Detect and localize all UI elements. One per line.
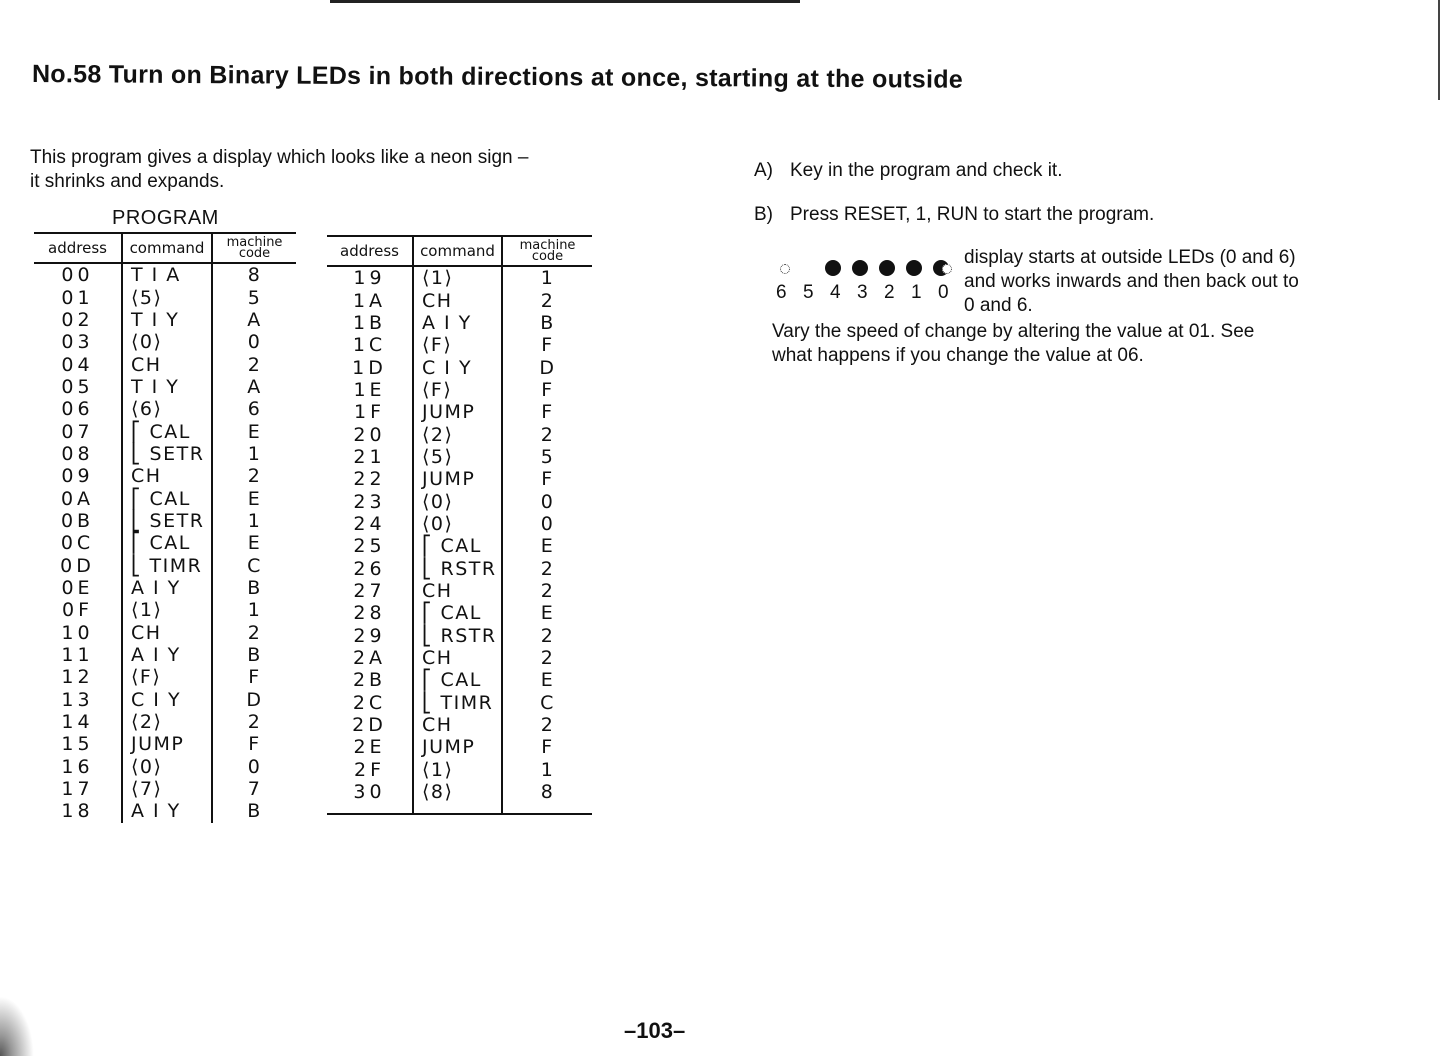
address-cell: 28 — [353, 602, 386, 625]
table-row — [327, 625, 592, 647]
table-row — [327, 312, 592, 334]
table-row — [327, 736, 592, 758]
machine-code-cell: B — [212, 577, 296, 599]
command-cell: ⟨6⟩ — [122, 398, 212, 420]
table-row — [34, 666, 296, 688]
machine-code-cell: 2 — [502, 557, 592, 579]
machine-code-cell: 2 — [212, 622, 296, 644]
machine-code-cell: D — [212, 689, 296, 711]
table-row — [327, 356, 592, 378]
table-row — [34, 376, 296, 398]
address-cell: 1E — [353, 378, 386, 401]
address-cell: 13 — [61, 688, 94, 711]
address-cell: 2B — [352, 669, 387, 692]
table-row — [34, 644, 296, 666]
scan-artifact-corner — [0, 996, 34, 1056]
address-cell: 16 — [61, 755, 94, 778]
column-header-address: address — [34, 233, 122, 263]
machine-code-cell: 1 — [212, 443, 296, 465]
command-cell: A I Y — [122, 800, 212, 822]
machine-code-cell: F — [502, 401, 592, 423]
address-cell: 15 — [61, 733, 94, 756]
address-cell: 29 — [353, 624, 386, 647]
machine-code-cell: E — [502, 669, 592, 691]
address-cell: 0D — [60, 554, 95, 577]
machine-code-cell: 2 — [502, 625, 592, 647]
machine-code-cell: F — [502, 736, 592, 758]
intro-text — [30, 146, 528, 194]
command-cell: A I Y — [122, 644, 212, 666]
address-cell: 2F — [353, 758, 386, 781]
command-cell: C I Y — [122, 689, 212, 711]
command-cell: ⟨F⟩ — [413, 379, 502, 401]
table-row — [34, 599, 296, 621]
command-cell: ⟨2⟩ — [122, 711, 212, 733]
machine-code-cell: 1 — [502, 266, 592, 289]
command-cell: JUMP — [122, 733, 212, 755]
machine-code-cell: 2 — [502, 714, 592, 736]
machine-code-cell: 0 — [502, 513, 592, 535]
table-row — [327, 580, 592, 602]
machine-code-cell: 0 — [502, 490, 592, 512]
instruction-b — [754, 204, 1154, 226]
led-description-line: 0 and 6. — [964, 295, 1033, 316]
machine-code-cell: 2 — [212, 353, 296, 375]
machine-code-cell: 5 — [502, 446, 592, 468]
table-row — [327, 334, 592, 356]
address-cell: 1F — [353, 401, 386, 424]
address-cell: 0E — [61, 576, 94, 599]
table-row — [327, 266, 592, 289]
address-cell: 2E — [353, 736, 386, 759]
machine-code-cell: F — [502, 334, 592, 356]
led-number: 3 — [857, 282, 868, 303]
command-cell: CH — [413, 647, 502, 669]
machine-code-cell: F — [212, 666, 296, 688]
machine-code-cell: B — [212, 800, 296, 822]
table-row — [34, 510, 296, 532]
address-cell: 02 — [61, 308, 94, 331]
table-row — [34, 286, 296, 308]
table-row — [34, 778, 296, 800]
address-cell: 0B — [60, 509, 95, 532]
machine-code-cell: 2 — [502, 423, 592, 445]
led-off-icon — [942, 264, 952, 274]
address-cell: 17 — [61, 778, 94, 801]
address-cell: 11 — [61, 644, 94, 667]
led-off-icon — [780, 264, 790, 274]
instruction-b-text: Press RESET, 1, RUN to start the program. — [790, 204, 1155, 225]
command-cell: ⎡ CAL — [413, 535, 502, 557]
machine-code-cell: 5 — [212, 286, 296, 308]
command-cell: ⟨1⟩ — [122, 599, 212, 621]
machine-code-cell: B — [502, 312, 592, 334]
machine-code-cell: E — [212, 487, 296, 509]
address-cell: 08 — [61, 442, 94, 465]
table-row — [34, 577, 296, 599]
vary-text — [772, 320, 1254, 368]
machine-code-cell: F — [502, 468, 592, 490]
table-row — [327, 289, 592, 311]
address-cell: 10 — [61, 621, 94, 644]
table-row — [34, 711, 296, 733]
table-row — [34, 532, 296, 554]
table-row — [34, 331, 296, 353]
address-cell: 01 — [61, 286, 94, 309]
instruction-a-text: Key in the program and check it. — [790, 160, 1063, 181]
address-cell: 1D — [352, 356, 387, 379]
address-cell: 20 — [353, 423, 386, 446]
address-cell: 1C — [352, 334, 387, 357]
address-cell: 12 — [61, 666, 94, 689]
table-row — [327, 602, 592, 624]
machine-code-cell: E — [212, 420, 296, 442]
led-number: 5 — [803, 282, 814, 303]
led-on-icon — [879, 260, 895, 276]
address-cell: 06 — [61, 398, 94, 421]
led-number: 0 — [938, 282, 949, 303]
command-cell: ⟨8⟩ — [413, 781, 502, 803]
led-number: 1 — [911, 282, 922, 303]
led-on-icon — [852, 260, 868, 276]
address-cell: 27 — [353, 579, 386, 602]
command-cell: ⟨0⟩ — [122, 331, 212, 353]
spacer-cell — [502, 803, 592, 814]
command-cell: ⎣ SETR — [122, 443, 212, 465]
machine-code-cell: E — [212, 532, 296, 554]
intro-line: This program gives a display which looks like a neon sign – — [30, 147, 529, 168]
command-cell: T I Y — [122, 309, 212, 331]
spacer-cell — [327, 803, 413, 814]
address-cell: 24 — [353, 512, 386, 535]
led-description-line: display starts at outside LEDs (0 and 6) — [964, 247, 1296, 268]
machine-code-cell: B — [212, 644, 296, 666]
command-cell: ⎡ CAL — [413, 669, 502, 691]
table-row — [34, 398, 296, 420]
address-cell: 25 — [353, 535, 386, 558]
address-cell: 1B — [352, 311, 387, 334]
table-row — [34, 263, 296, 286]
table-row — [327, 468, 592, 490]
machine-code-cell: 8 — [212, 263, 296, 286]
machine-code-cell: 1 — [502, 759, 592, 781]
instruction-b-label: B) — [754, 204, 773, 225]
machine-code-cell: 2 — [502, 647, 592, 669]
address-cell: 05 — [61, 375, 94, 398]
table-row — [327, 423, 592, 445]
address-cell: 00 — [61, 264, 94, 287]
table-row — [34, 487, 296, 509]
table-row — [34, 689, 296, 711]
program-table-left — [34, 232, 296, 823]
machine-code-cell: 8 — [502, 781, 592, 803]
command-cell: ⟨5⟩ — [122, 286, 212, 308]
address-cell: 2D — [352, 714, 387, 737]
machine-code-cell: A — [212, 309, 296, 331]
table-row — [34, 465, 296, 487]
address-cell: 03 — [61, 331, 94, 354]
led-description-line: and works inwards and then back out to — [964, 271, 1299, 292]
command-cell: T I A — [122, 263, 212, 286]
command-cell: A I Y — [122, 577, 212, 599]
machine-code-cell: 6 — [212, 398, 296, 420]
address-cell: 1A — [352, 289, 387, 312]
command-cell: CH — [413, 580, 502, 602]
table-row — [327, 759, 592, 781]
machine-code-cell: 7 — [212, 778, 296, 800]
program-table-right — [327, 235, 592, 815]
table-row — [327, 692, 592, 714]
command-cell: ⎡ CAL — [122, 487, 212, 509]
table-row — [34, 309, 296, 331]
command-cell: JUMP — [413, 736, 502, 758]
address-cell: 26 — [353, 557, 386, 580]
machine-code-cell: 2 — [212, 711, 296, 733]
page-number: –103– — [624, 1018, 686, 1043]
table-row — [327, 647, 592, 669]
command-cell: CH — [413, 289, 502, 311]
table-row — [34, 420, 296, 442]
table-row — [34, 622, 296, 644]
command-cell: ⟨2⟩ — [413, 423, 502, 445]
table-row — [327, 401, 592, 423]
table-row — [34, 554, 296, 576]
table-row — [327, 490, 592, 512]
machine-code-cell: F — [502, 379, 592, 401]
command-cell: JUMP — [413, 401, 502, 423]
column-header-command: command — [122, 233, 212, 263]
table-row — [327, 535, 592, 557]
led-number: 2 — [884, 282, 895, 303]
column-header-command: command — [413, 236, 502, 266]
address-cell: 0C — [60, 532, 95, 555]
command-cell: ⟨0⟩ — [413, 513, 502, 535]
led-number: 4 — [830, 282, 841, 303]
table-row — [327, 513, 592, 535]
command-cell: ⟨7⟩ — [122, 778, 212, 800]
command-cell: A I Y — [413, 312, 502, 334]
command-cell: C I Y — [413, 356, 502, 378]
command-cell: CH — [122, 465, 212, 487]
address-cell: 18 — [61, 800, 94, 823]
table-row — [327, 557, 592, 579]
machine-code-cell: 2 — [502, 289, 592, 311]
table-row — [34, 733, 296, 755]
command-cell: T I Y — [122, 376, 212, 398]
command-cell: ⎣ TIMR — [413, 692, 502, 714]
command-cell: CH — [413, 714, 502, 736]
command-cell: ⟨F⟩ — [122, 666, 212, 688]
machine-code-cell: C — [212, 554, 296, 576]
command-cell: CH — [122, 353, 212, 375]
table-spacer-row — [327, 803, 592, 814]
command-cell: ⎣ RSTR — [413, 625, 502, 647]
command-cell: ⟨1⟩ — [413, 266, 502, 289]
address-cell: 09 — [61, 465, 94, 488]
address-cell: 2C — [352, 691, 387, 714]
command-cell: ⎣ SETR — [122, 510, 212, 532]
address-cell: 30 — [353, 781, 386, 804]
table-row — [327, 446, 592, 468]
machine-code-cell: A — [212, 376, 296, 398]
vary-text-line: Vary the speed of change by altering the value at 01. See — [772, 321, 1255, 342]
address-cell: 14 — [61, 711, 94, 734]
intro-line: it shrinks and expands. — [30, 171, 225, 192]
table-row — [34, 353, 296, 375]
command-cell: ⎡ CAL — [122, 532, 212, 554]
machine-code-cell: E — [502, 602, 592, 624]
column-header-address: address — [327, 236, 413, 266]
command-cell: ⎡ CAL — [122, 420, 212, 442]
machine-code-cell: 2 — [502, 580, 592, 602]
table-row — [327, 379, 592, 401]
address-cell: 23 — [353, 490, 386, 513]
address-cell: 2A — [352, 647, 387, 670]
command-cell: ⟨1⟩ — [413, 759, 502, 781]
command-cell: ⎡ CAL — [413, 602, 502, 624]
machine-code-cell: 0 — [212, 331, 296, 353]
machine-code-cell: 1 — [212, 510, 296, 532]
page-title: No.58 Turn on Binary LEDs in both directions at once, starting at the outside — [31, 60, 964, 94]
command-cell: ⎣ RSTR — [413, 557, 502, 579]
command-cell: ⟨5⟩ — [413, 446, 502, 468]
address-cell: 0A — [60, 487, 95, 510]
command-cell: ⟨0⟩ — [413, 490, 502, 512]
instruction-a-label: A) — [754, 160, 773, 181]
address-cell: 07 — [61, 420, 94, 443]
address-cell: 0F — [61, 599, 94, 622]
table-row — [327, 781, 592, 803]
table-row — [327, 669, 592, 691]
column-header-machine-code: machine code — [502, 236, 592, 266]
led-description — [964, 246, 1299, 318]
vary-text-line: what happens if you change the value at 06. — [772, 345, 1144, 366]
program-heading: PROGRAM — [112, 207, 219, 229]
command-cell: ⟨0⟩ — [122, 756, 212, 778]
machine-code-cell: C — [502, 692, 592, 714]
table-row — [34, 443, 296, 465]
led-on-icon — [906, 260, 922, 276]
address-cell: 21 — [353, 445, 386, 468]
command-cell: ⎣ TIMR — [122, 554, 212, 576]
machine-code-cell: 0 — [212, 756, 296, 778]
machine-code-cell: E — [502, 535, 592, 557]
scan-artifact-top — [330, 0, 800, 3]
address-cell: 22 — [353, 468, 386, 491]
command-cell: CH — [122, 622, 212, 644]
command-cell: JUMP — [413, 468, 502, 490]
table-row — [34, 756, 296, 778]
spacer-cell — [413, 803, 502, 814]
address-cell: 04 — [61, 353, 94, 376]
machine-code-cell: D — [502, 356, 592, 378]
led-on-icon — [825, 260, 841, 276]
led-number: 6 — [776, 282, 787, 303]
machine-code-cell: 1 — [212, 599, 296, 621]
address-cell: 19 — [353, 267, 386, 290]
instruction-a — [754, 160, 1062, 182]
column-header-machine-code: machine code — [212, 233, 296, 263]
table-row — [327, 714, 592, 736]
machine-code-cell: 2 — [212, 465, 296, 487]
command-cell: ⟨F⟩ — [413, 334, 502, 356]
machine-code-cell: F — [212, 733, 296, 755]
table-row — [34, 800, 296, 822]
